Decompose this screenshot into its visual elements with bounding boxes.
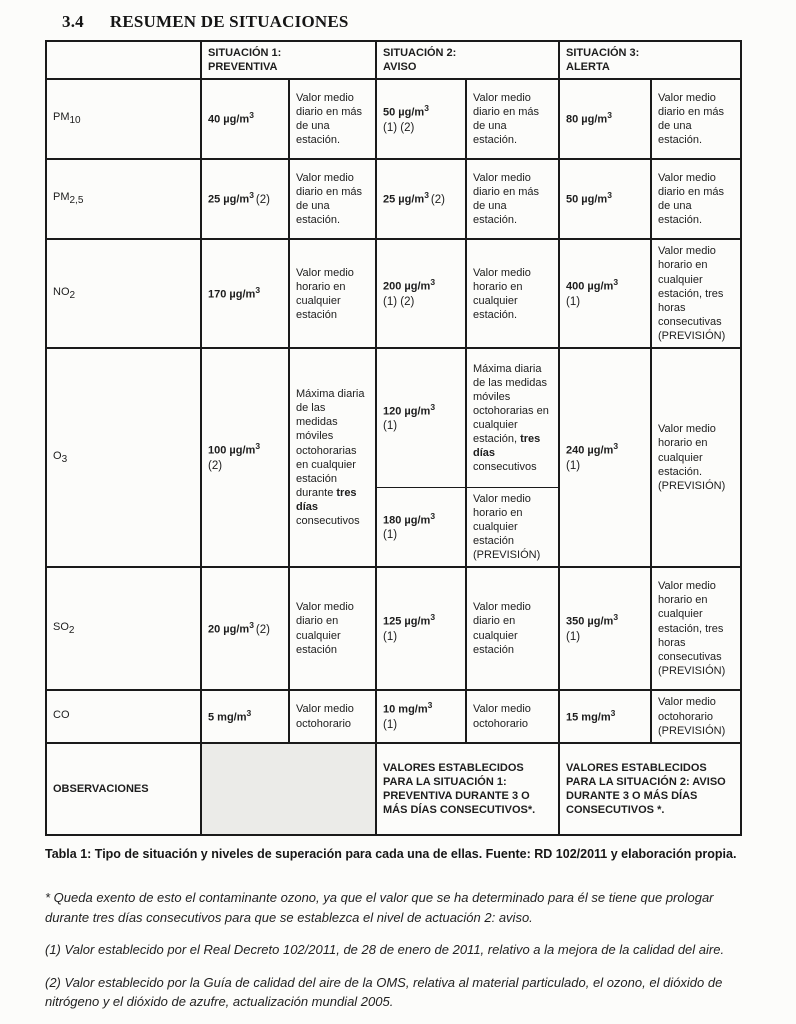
o3-s2-desc-120: Máxima diaria de las medidas móviles octohorarias en cualquier estación, tres días consecutivos: [466, 348, 559, 487]
co-s1-desc: Valor medio octohorario: [289, 690, 376, 743]
pm10-s1-value: 40 $\mu g/m^3$: [201, 79, 289, 159]
pm25-s2-desc: Valor medio diario en más de una estación.: [466, 159, 559, 239]
pm10-s3-value: 80 $\mu g/m^3$: [559, 79, 651, 159]
o3-s1-value: 100 $\mu g/m^3$ (2): [201, 348, 289, 567]
header-s1-line1: SITUACIÓN 1:: [208, 47, 282, 59]
pollutant-label-pm10: $PM_{10}$: [46, 79, 201, 159]
co-s2-desc: Valor medio octohorario: [466, 690, 559, 743]
no2-s2-desc: Valor medio horario en cualquier estación.: [466, 239, 559, 348]
row-co: [46, 690, 741, 743]
header-s2-line1: SITUACIÓN 2:: [383, 47, 457, 59]
so2-s3-desc: Valor medio horario en cualquier estación, tres horas consecutivas (PREVISIÓN): [651, 567, 741, 690]
so2-s1-value: 20 $\mu g/m^3$ (2): [201, 567, 289, 690]
o3-s2-desc-180: Valor medio horario en cualquier estación (PREVISIÓN): [466, 487, 559, 567]
footnotes-block: [45, 888, 757, 1012]
no2-s1-value: 170 $\mu g/m^3$: [201, 239, 289, 348]
row-no2: [46, 239, 741, 348]
pollutant-label-o3: $O_3$: [46, 348, 201, 567]
row-observaciones: [46, 743, 741, 835]
o3-s3-value: 240 $\mu g/m^3$ (1): [559, 348, 651, 567]
o3-s2-value-180: 180 $\mu g/m^3$ (1): [376, 487, 466, 567]
pm25-s2-value: 25 $\mu g/m^3$ (2): [376, 159, 466, 239]
no2-s3-value: 400 $\mu g/m^3$ (1): [559, 239, 651, 348]
header-s3-line2: ALERTA: [566, 61, 610, 74]
header-situacion-2: [376, 41, 559, 79]
o3-s3-desc: Valor medio horario en cualquier estación. (PREVISIÓN): [651, 348, 741, 567]
co-s3-value: 15 $mg/m^3$: [559, 690, 651, 743]
footnote-1: (1) Valor establecido por el Real Decreto 102/2011, de 28 de enero de 2011, relativo a la mejora de la calidad del aire.: [45, 942, 725, 958]
footnote-asterisk: * Queda exento de esto el contaminante ozono, ya que el valor que se ha determinado para él se tiene que prologar durante tres días consecutivos para que se establezca el nivel de actuación 2: aviso.: [45, 890, 714, 925]
o3-s2-value-120: 120 $\mu g/m^3$ (1): [376, 348, 466, 487]
pm25-s1-value: 25 $\mu g/m^3$ (2): [201, 159, 289, 239]
section-number: 3.4: [62, 12, 84, 31]
row-pm10: [46, 79, 741, 159]
header-spacer-cell: [46, 41, 201, 79]
co-s1-value: 5 $mg/m^3$: [201, 690, 289, 743]
footnote-2: (2) Valor establecido por la Guía de calidad del aire de la OMS, relativa al material particulado, el ozono, el dióxido de nitrógeno y el dióxido de azufre, actualización mundial 2005.: [45, 974, 723, 1010]
so2-s2-value: 125 $\mu g/m^3$ (1): [376, 567, 466, 690]
pm10-s2-value: 50 $\mu g/m^3$ (1) (2): [376, 79, 466, 159]
header-situacion-3: [559, 41, 741, 79]
section-title: RESUMEN DE SITUACIONES: [109, 12, 349, 31]
pm10-s1-desc: Valor medio diario en más de una estación.: [289, 79, 376, 159]
no2-s2-value: 200 $\mu g/m^3$ (1) (2): [376, 239, 466, 348]
pm10-s3-desc: Valor medio diario en más de una estación.: [651, 79, 741, 159]
observaciones-s2-text: VALORES ESTABLECIDOS PARA LA SITUACIÓN 1: PREVENTIVA DURANTE 3 O MÁS DÍAS CONSECUTIVOS*.: [376, 743, 559, 835]
pm25-s3-desc: Valor medio diario en más de una estación.: [651, 159, 741, 239]
pollutant-label-co: CO: [46, 690, 201, 743]
table-caption: Tabla 1: Tipo de situación y niveles de superación para cada una de ellas. Fuente: RD 102/2011 y elaboración propia.: [45, 847, 737, 862]
header-s1-line2: PREVENTIVA: [208, 61, 278, 74]
observaciones-label: OBSERVACIONES: [46, 743, 201, 835]
pm10-s2-desc: Valor medio diario en más de una estación.: [466, 79, 559, 159]
pm25-s3-value: 50 $\mu g/m^3$: [559, 159, 651, 239]
row-pm25: [46, 159, 741, 239]
no2-s3-desc: Valor medio horario en cualquier estación, tres horas consecutivas (PREVISIÓN): [651, 239, 741, 348]
pm25-s1-desc: Valor medio diario en más de una estación.: [289, 159, 376, 239]
row-so2: [46, 567, 741, 690]
section-heading: [62, 12, 796, 32]
pollutant-label-pm25: $PM_{2,5}$: [46, 159, 201, 239]
observaciones-s1-empty-cell: [201, 743, 376, 835]
situaciones-table: [45, 40, 742, 836]
header-s3-line1: SITUACIÓN 3:: [566, 47, 640, 59]
co-s3-desc: Valor medio octohorario (PREVISIÓN): [651, 690, 741, 743]
header-situacion-1: [201, 41, 376, 79]
so2-s3-value: 350 $\mu g/m^3$ (1): [559, 567, 651, 690]
no2-s1-desc: Valor medio horario en cualquier estación: [289, 239, 376, 348]
so2-s1-desc: Valor medio diario en cualquier estación: [289, 567, 376, 690]
observaciones-s3-text: VALORES ESTABLECIDOS PARA LA SITUACIÓN 2: AVISO DURANTE 3 O MÁS DÍAS CONSECUTIVOS *.: [559, 743, 741, 835]
row-o3-upper: [46, 348, 741, 487]
o3-s1-desc: Máxima diaria de las medidas móviles octohorarias en cualquier estación durante tres días consecutivos: [289, 348, 376, 567]
pollutant-label-so2: $SO_2$: [46, 567, 201, 690]
pollutant-label-no2: $NO_2$: [46, 239, 201, 348]
so2-s2-desc: Valor medio diario en cualquier estación: [466, 567, 559, 690]
header-s2-line2: AVISO: [383, 61, 417, 74]
table-header-row: [46, 41, 741, 79]
co-s2-value: 10 $mg/m^3$ (1): [376, 690, 466, 743]
